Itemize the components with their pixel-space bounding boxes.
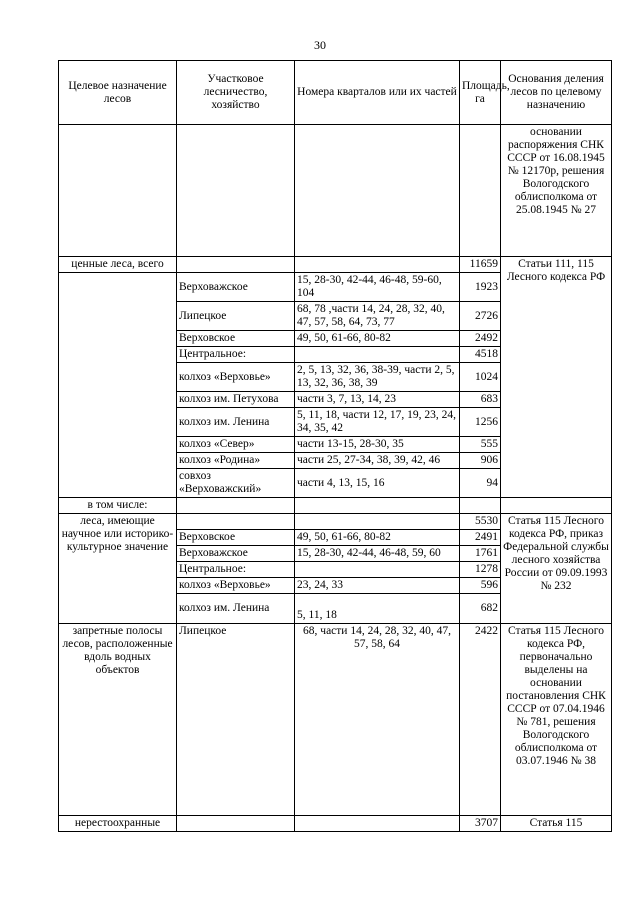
- quarters-cell: [295, 347, 460, 363]
- quarters-cell: 5, 11, 18: [295, 594, 460, 624]
- area-cell: 11659: [460, 257, 501, 273]
- area-cell: 2491: [460, 530, 501, 546]
- basis-cell: Статьи 111, 115 Лесного кодекса РФ: [501, 257, 612, 498]
- table-row: [59, 498, 612, 514]
- header-quarters: Номера кварталов или их частей: [295, 61, 460, 125]
- unit-cell: Липецкое: [177, 624, 295, 816]
- table-row: [59, 125, 612, 257]
- quarters-cell: 15, 28-30, 42-44, 46-48, 59, 60: [295, 546, 460, 562]
- header-area: Площадь, га: [460, 61, 501, 125]
- table-row: [59, 514, 612, 530]
- unit-cell: Верховское: [177, 331, 295, 347]
- area-cell: 682: [460, 594, 501, 624]
- area-cell: 906: [460, 453, 501, 469]
- forest-purpose-table: [58, 60, 612, 832]
- area-cell: 555: [460, 437, 501, 453]
- area-cell: 3707: [460, 816, 501, 832]
- page-number: 30: [314, 38, 326, 52]
- quarters-cell: 68, части 14, 24, 28, 32, 40, 47, 57, 58, 64: [295, 624, 460, 816]
- quarters-cell: части 4, 13, 15, 16: [295, 469, 460, 498]
- quarters-cell: 49, 50, 61-66, 80-82: [295, 331, 460, 347]
- basis-cell: основании распоряжения СНК СССР от 16.08.1945 № 12170р, решения Вологодского облисполкома от 25.08.1945 № 27: [501, 125, 612, 257]
- table-row: [59, 624, 612, 816]
- area-cell: 1761: [460, 546, 501, 562]
- quarters-cell: 68, 78 ,части 14, 24, 28, 32, 40, 47, 57, 58, 64, 73, 77: [295, 302, 460, 331]
- quarters-cell: части 3, 7, 13, 14, 23: [295, 392, 460, 408]
- quarters-cell: 15, 28-30, 42-44, 46-48, 59-60, 104: [295, 273, 460, 302]
- area-cell: 596: [460, 578, 501, 594]
- quarters-cell: 2, 5, 13, 32, 36, 38-39, части 2, 5, 13, 32, 36, 38, 39: [295, 363, 460, 392]
- unit-cell: колхоз им. Петухова: [177, 392, 295, 408]
- quarters-cell: 23, 24, 33: [295, 578, 460, 594]
- area-cell: 1256: [460, 408, 501, 437]
- quarters-cell: части 25, 27-34, 38, 39, 42, 46: [295, 453, 460, 469]
- purpose-cell: нерестоохранные: [59, 816, 177, 832]
- unit-cell: колхоз «Верховье»: [177, 363, 295, 392]
- area-cell: 1024: [460, 363, 501, 392]
- purpose-cell: леса, имеющие научное или историко-культурное значение: [59, 514, 177, 624]
- purpose-cell: ценные леса, всего: [59, 257, 177, 273]
- quarters-cell: 5, 11, 18, части 12, 17, 19, 23, 24, 34, 35, 42: [295, 408, 460, 437]
- quarters-cell: [295, 562, 460, 578]
- unit-cell: колхоз им. Ленина: [177, 408, 295, 437]
- area-cell: 4518: [460, 347, 501, 363]
- area-cell: 1278: [460, 562, 501, 578]
- purpose-cell: запретные полосы лесов, расположенные вдоль водных объектов: [59, 624, 177, 816]
- basis-cell: Статья 115: [501, 816, 612, 832]
- area-cell: 94: [460, 469, 501, 498]
- area-cell: 5530: [460, 514, 501, 530]
- unit-cell: Центральное:: [177, 562, 295, 578]
- area-cell: 1923: [460, 273, 501, 302]
- unit-cell: Центральное:: [177, 347, 295, 363]
- area-cell: 683: [460, 392, 501, 408]
- header-row: [59, 61, 612, 125]
- table-row: [59, 816, 612, 832]
- table-row: [59, 257, 612, 273]
- header-purpose: Целевое назначение лесов: [59, 61, 177, 125]
- unit-cell: колхоз им. Ленина: [177, 594, 295, 624]
- header-unit: Участковое лесничество, хозяйство: [177, 61, 295, 125]
- unit-cell: колхоз «Север»: [177, 437, 295, 453]
- unit-cell: совхоз «Верховажский»: [177, 469, 295, 498]
- basis-cell: Статья 115 Лесного кодекса РФ, первоначально выделены на основании постановления СНК СССР от 07.04.1946 № 781, решения Вологодского облисполкома от 03.07.1946 № 38: [501, 624, 612, 816]
- area-cell: 2726: [460, 302, 501, 331]
- header-basis: Основания деления лесов по целевому назначению: [501, 61, 612, 125]
- purpose-cell: в том числе:: [59, 498, 177, 514]
- unit-cell: колхоз «Родина»: [177, 453, 295, 469]
- unit-cell: Верховажское: [177, 273, 295, 302]
- area-cell: 2422: [460, 624, 501, 816]
- basis-cell: Статья 115 Лесного кодекса РФ, приказ Федеральной службы лесного хозяйства России от 09.09.1993 № 232: [501, 514, 612, 624]
- quarters-cell: 49, 50, 61-66, 80-82: [295, 530, 460, 546]
- unit-cell: Верховажское: [177, 546, 295, 562]
- quarters-cell: части 13-15, 28-30, 35: [295, 437, 460, 453]
- unit-cell: колхоз «Верховье»: [177, 578, 295, 594]
- unit-cell: Верховское: [177, 530, 295, 546]
- area-cell: 2492: [460, 331, 501, 347]
- unit-cell: Липецкое: [177, 302, 295, 331]
